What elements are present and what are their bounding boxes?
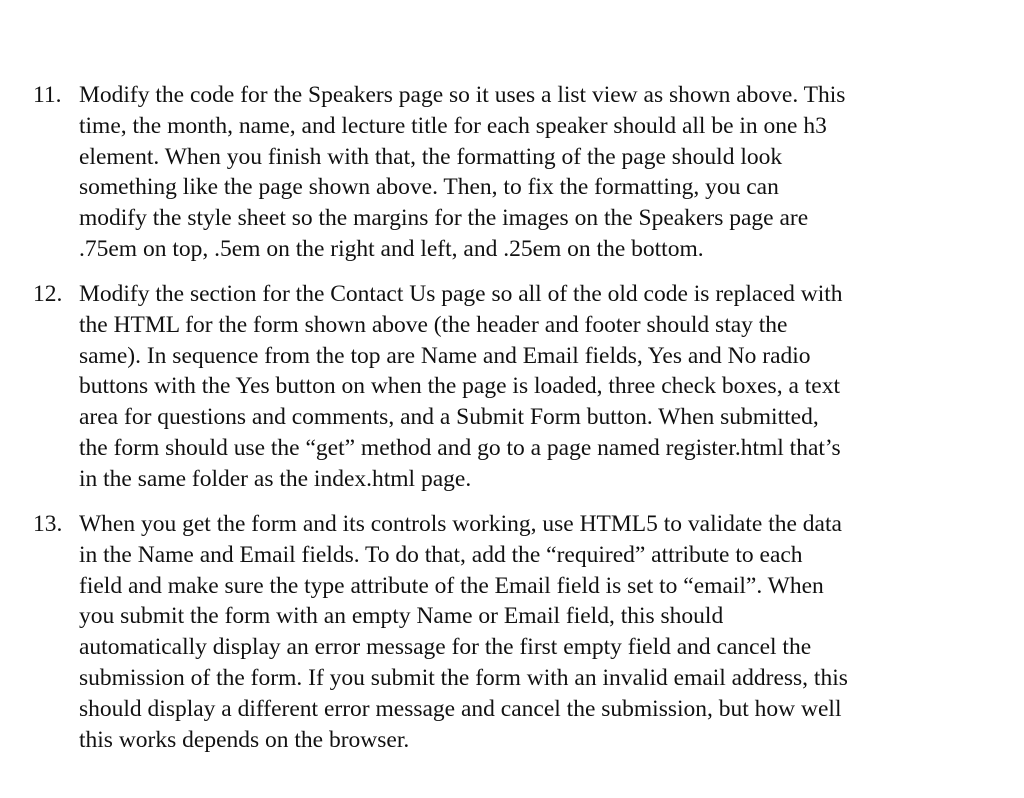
- item-text-line: element. When you finish with that, the formatting of the page should look: [79, 144, 783, 170]
- item-text-line: you submit the form with an empty Name or Email field, this should: [79, 603, 724, 629]
- item-text-line: should display a different error message and cancel the submission, but how well: [79, 696, 842, 722]
- item-text-line: When you get the form and its controls working, use HTML5 to validate the data: [79, 511, 842, 537]
- item-text-line: in the same folder as the index.html page.: [79, 466, 472, 492]
- item-text-line: Modify the section for the Contact Us page so all of the old code is replaced with: [79, 281, 843, 307]
- item-text-line: something like the page shown above. Then, to fix the formatting, you can: [79, 174, 779, 200]
- item-text-line: the form should use the “get” method and go to a page named register.html that’s: [79, 435, 841, 461]
- item-text-line: .75em on top, .5em on the right and left, and .25em on the bottom.: [79, 236, 704, 262]
- item-text-line: in the Name and Email fields. To do that, add the “required” attribute to each: [79, 542, 803, 568]
- item-text-line: the HTML for the form shown above (the header and footer should stay the: [79, 312, 788, 338]
- item-text-line: field and make sure the type attribute of the Email field is set to “email”. When: [79, 573, 824, 599]
- item-text-line: Modify the code for the Speakers page so it uses a list view as shown above. This: [79, 82, 846, 108]
- item-text-line: this works depends on the browser.: [79, 727, 410, 753]
- item-text-line: automatically display an error message for the first empty field and cancel the: [79, 634, 812, 660]
- item-text-line: time, the month, name, and lecture title for each speaker should all be in one h3: [79, 113, 827, 139]
- item-text-line: buttons with the Yes button on when the page is loaded, three check boxes, a text: [79, 373, 840, 399]
- item-text-line: same). In sequence from the top are Name and Email fields, Yes and No radio: [79, 343, 811, 369]
- item-text-line: area for questions and comments, and a Submit Form button. When submitted,: [79, 404, 819, 430]
- item-number: 12.: [33, 281, 63, 307]
- item-number: 13.: [33, 511, 63, 537]
- item-number: 11.: [33, 82, 62, 108]
- item-text-line: modify the style sheet so the margins for the images on the Speakers page are: [79, 205, 809, 231]
- item-text-line: submission of the form. If you submit the form with an invalid email address, this: [79, 665, 848, 691]
